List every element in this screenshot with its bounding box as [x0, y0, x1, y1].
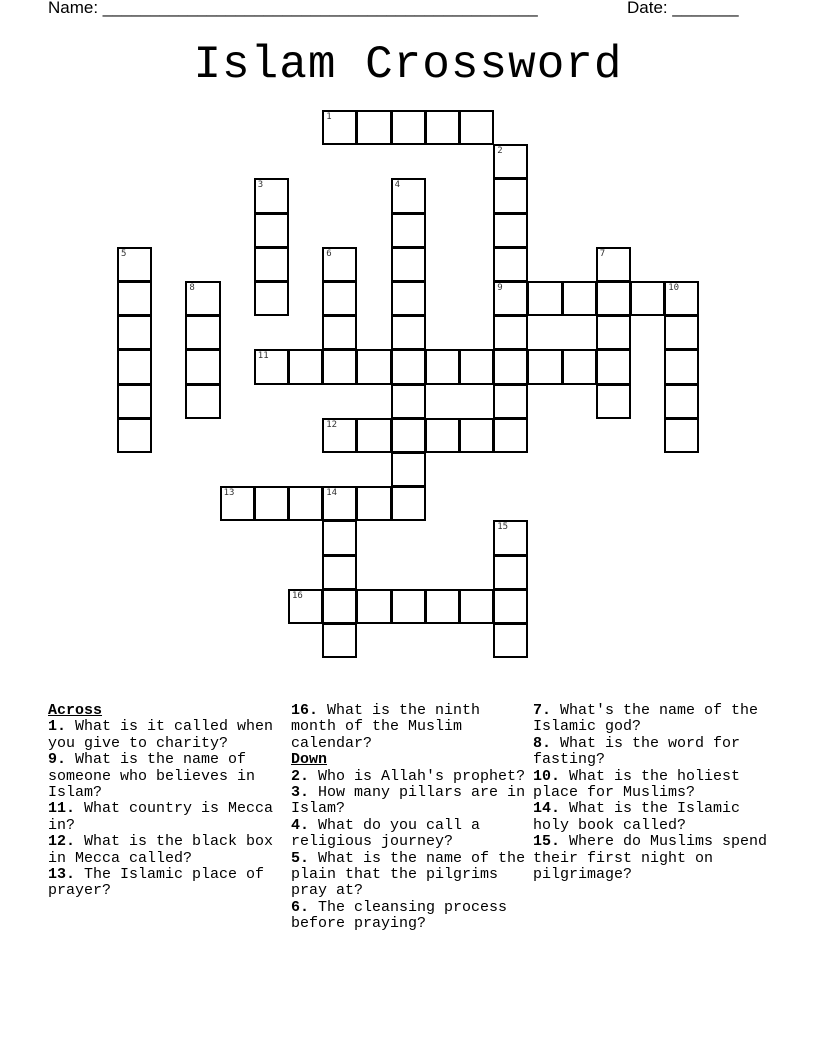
cell-number: 12	[326, 419, 338, 430]
grid-cell[interactable]	[562, 281, 597, 316]
clue-down-4	[291, 818, 527, 851]
clue-number: 13.	[48, 866, 76, 884]
clue-down-7	[533, 703, 773, 736]
cell-number: 13	[223, 488, 235, 499]
cell-number: 3	[257, 180, 264, 191]
clue-number: 9.	[48, 751, 67, 769]
clue-across-12	[48, 834, 283, 867]
clue-text: What is the word for fasting?	[533, 734, 741, 769]
grid-cell[interactable]	[322, 418, 357, 453]
clue-text: What is the ninth month of the Muslim calendar?	[291, 702, 481, 752]
grid-cell[interactable]	[117, 418, 152, 453]
grid-cell[interactable]	[459, 349, 494, 384]
grid-cell[interactable]	[254, 486, 289, 521]
cell-number: 15	[497, 522, 509, 533]
clue-text: How many pillars are in Islam?	[291, 784, 526, 818]
clue-number: 2.	[291, 767, 310, 785]
grid-cell[interactable]	[254, 281, 289, 316]
grid-cell[interactable]	[254, 178, 289, 213]
grid-cell[interactable]	[356, 349, 391, 384]
clue-down-2	[291, 769, 527, 785]
clue-text: What is the Islamic holy book called?	[533, 800, 741, 834]
name-field-label: Name: ______________________________________________	[48, 0, 538, 17]
grid-cell[interactable]	[322, 589, 357, 624]
grid-cell[interactable]	[356, 589, 391, 624]
grid-cell[interactable]	[664, 384, 699, 419]
grid-cell[interactable]	[356, 486, 391, 521]
grid-cell[interactable]	[322, 486, 357, 521]
grid-cell[interactable]	[356, 418, 391, 453]
cell-number: 14	[326, 488, 338, 499]
cell-number: 2	[497, 146, 503, 157]
clue-number: 10.	[533, 767, 561, 785]
clue-text: What's the name of the Islamic god?	[533, 702, 759, 736]
grid-cell[interactable]	[459, 418, 494, 453]
grid-cell[interactable]	[322, 555, 357, 590]
grid-cell[interactable]	[288, 589, 323, 624]
grid-cell[interactable]	[493, 315, 528, 350]
grid-cell[interactable]	[664, 418, 699, 453]
clues-column-2	[291, 703, 527, 933]
grid-cell[interactable]	[664, 281, 699, 316]
clue-number: 11.	[48, 800, 76, 818]
grid-cell[interactable]	[527, 281, 562, 316]
grid-cell[interactable]	[493, 623, 528, 658]
clue-text: Who is Allah's prophet?	[318, 767, 526, 785]
clue-down-10	[533, 769, 773, 802]
grid-cell[interactable]	[562, 349, 597, 384]
grid-cell[interactable]	[288, 349, 323, 384]
grid-cell[interactable]	[459, 589, 494, 624]
grid-cell[interactable]	[596, 384, 631, 419]
clue-down-14	[533, 801, 773, 834]
grid-cell[interactable]	[322, 315, 357, 350]
grid-cell[interactable]	[322, 247, 357, 282]
cell-number: 4	[394, 180, 401, 191]
clue-across-16	[291, 703, 527, 752]
grid-cell[interactable]	[425, 589, 460, 624]
grid-cell[interactable]	[185, 281, 220, 316]
clue-number: 14.	[533, 800, 561, 818]
clue-down-15	[533, 834, 773, 883]
grid-cell[interactable]	[391, 418, 426, 453]
grid-cell[interactable]	[356, 110, 391, 145]
grid-cell[interactable]	[493, 247, 528, 282]
grid-cell[interactable]	[493, 418, 528, 453]
grid-cell[interactable]	[493, 520, 528, 555]
grid-cell[interactable]	[596, 315, 631, 350]
grid-cell[interactable]	[493, 213, 528, 248]
grid-cell[interactable]	[254, 349, 289, 384]
clue-across-13	[48, 867, 283, 900]
grid-cell[interactable]	[596, 247, 631, 282]
cell-number: 9	[497, 283, 503, 293]
grid-cell[interactable]	[493, 384, 528, 419]
cell-number: 8	[189, 283, 195, 293]
grid-cell[interactable]	[630, 281, 665, 316]
grid-cell[interactable]	[391, 178, 426, 213]
grid-cell[interactable]	[391, 213, 426, 248]
clue-down-8	[533, 736, 773, 769]
grid-cell[interactable]	[322, 110, 357, 145]
grid-cell[interactable]	[493, 589, 528, 624]
grid-cell[interactable]	[493, 281, 528, 316]
grid-cell[interactable]	[322, 623, 357, 658]
grid-cell[interactable]	[391, 384, 426, 419]
cell-number: 10	[668, 283, 680, 293]
across-heading: Across	[48, 702, 103, 719]
grid-cell[interactable]	[527, 349, 562, 384]
clue-down-5	[291, 851, 527, 900]
grid-cell[interactable]	[391, 110, 426, 145]
cell-number: 7	[599, 248, 606, 259]
grid-cell[interactable]	[254, 247, 289, 282]
cell-number: 1	[326, 112, 332, 122]
clue-down-3	[291, 785, 527, 818]
grid-cell[interactable]	[391, 315, 426, 350]
clue-number: 4.	[291, 816, 310, 834]
clue-text: What country is Mecca in?	[48, 800, 274, 834]
grid-cell[interactable]	[391, 589, 426, 624]
grid-cell[interactable]	[459, 110, 494, 145]
grid-cell[interactable]	[493, 555, 528, 590]
grid-cell[interactable]	[425, 418, 460, 453]
grid-cell[interactable]	[425, 349, 460, 384]
clue-text: What is the black box in Mecca called?	[48, 833, 274, 867]
clue-number: 5.	[291, 849, 310, 867]
clue-number: 12.	[48, 833, 76, 851]
clue-across-9	[48, 752, 283, 801]
grid-cell[interactable]	[391, 247, 426, 282]
clue-across-11	[48, 801, 283, 834]
clue-text: The Islamic place of prayer?	[48, 866, 265, 900]
clue-text: The cleansing process before praying?	[291, 898, 508, 933]
grid-cell[interactable]	[117, 384, 152, 419]
grid-cell[interactable]	[493, 178, 528, 213]
grid-cell[interactable]	[288, 486, 323, 521]
grid-cell[interactable]	[391, 281, 426, 316]
grid-cell[interactable]	[493, 144, 528, 179]
clue-number: 7.	[533, 702, 552, 719]
cell-number: 5	[121, 248, 127, 259]
cell-number: 16	[292, 590, 303, 601]
grid-cell[interactable]	[117, 247, 152, 282]
clue-number: 1.	[48, 718, 67, 736]
grid-cell[interactable]	[117, 315, 152, 350]
grid-cell[interactable]	[391, 349, 426, 384]
clue-text: What is it called when you give to charity?	[48, 718, 274, 752]
grid-cell[interactable]	[596, 349, 631, 384]
grid-cell[interactable]	[391, 486, 426, 521]
grid-cell[interactable]	[596, 281, 631, 316]
grid-cell[interactable]	[185, 349, 220, 384]
cell-number: 6	[326, 248, 332, 259]
clue-number: 16.	[291, 702, 319, 719]
cell-number: 11	[257, 351, 269, 362]
clue-text: What is the name of someone who believes in Islam?	[48, 751, 256, 802]
clue-number: 8.	[533, 734, 552, 752]
clues-column-3	[533, 703, 773, 883]
page-title: Islam Crossword	[193, 39, 623, 91]
grid-cell[interactable]	[254, 213, 289, 248]
grid-cell[interactable]	[117, 349, 152, 384]
grid-cell[interactable]	[220, 486, 255, 521]
grid-cell[interactable]	[322, 281, 357, 316]
grid-cell[interactable]	[322, 349, 357, 384]
grid-cell[interactable]	[185, 315, 220, 350]
clue-text: What is the name of the plain that the pilgrims pray at?	[291, 849, 526, 900]
clues-column-1	[48, 703, 283, 900]
clue-text: Where do Muslims spend their first night on pilgrimage?	[533, 833, 768, 884]
clue-number: 6.	[291, 898, 310, 916]
clue-number: 3.	[291, 784, 310, 802]
clue-text: What is the holiest place for Muslims?	[533, 767, 741, 802]
grid-cell[interactable]	[425, 110, 460, 145]
grid-cell[interactable]	[664, 349, 699, 384]
grid-cell[interactable]	[664, 315, 699, 350]
grid-cell[interactable]	[185, 384, 220, 419]
grid-cell[interactable]	[391, 452, 426, 487]
clue-number: 15.	[533, 833, 561, 851]
grid-cell[interactable]	[117, 281, 152, 316]
clue-across-1	[48, 719, 283, 752]
clue-down-6	[291, 900, 527, 933]
grid-cell[interactable]	[493, 349, 528, 384]
date-field-label: Date: _______	[627, 0, 739, 17]
grid-cell[interactable]	[322, 520, 357, 555]
clue-text: What do you call a religious journey?	[291, 816, 481, 851]
down-heading: Down	[291, 751, 328, 769]
